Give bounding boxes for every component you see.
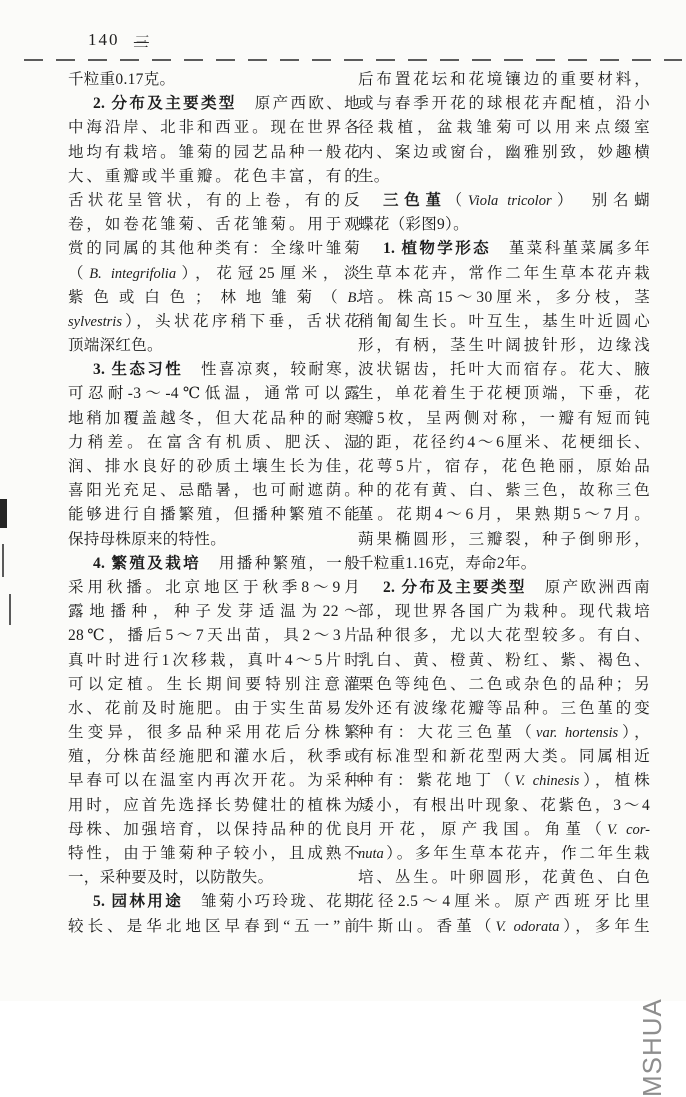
text-line: 外还有波缘花瓣等品种。三色堇的变 [358, 699, 650, 717]
text-line: 3. 生态习性 性喜凉爽，较耐寒， [93, 361, 360, 379]
text-line: 生。 [358, 167, 390, 185]
text-line: 真叶时进行1次移栽，真叶4～5片时 [68, 651, 360, 669]
text-line: 殖，分株苗经施肥和灌水后，秋季或 [68, 748, 360, 766]
text-line: 舌状花呈管状，有的上卷，有的反 [68, 191, 360, 209]
text-line: 用时，应首先选择长势健壮的植株为 [68, 796, 360, 814]
header-dashed-rule [24, 59, 682, 61]
text-line: 可忍耐-3～-4℃低温，通常可以露 [68, 385, 360, 403]
text-column-left [68, 68, 360, 939]
text-column-right [358, 68, 650, 939]
text-line: 中海沿岸、北非和西亚。现在世界各 [68, 119, 360, 137]
text-line: 顶端深红色。 [68, 337, 163, 355]
chapter-mark: 三 [132, 35, 150, 51]
text-line: 月开花，原产我国。角堇（V. cor- [358, 820, 650, 838]
text-line: 早春可以在温室内再次开花。为采种 [68, 772, 360, 790]
text-line: 喜阳光充足、忌酷暑，也可耐遮荫。 [68, 482, 360, 500]
text-line: 花径2.5～4厘米。原产西班牙比里 [358, 893, 650, 911]
text-line: 地稍加覆盖越冬，但大花品种的耐寒 [68, 409, 360, 427]
text-line: 润、排水良好的砂质土壤生长为佳， [68, 458, 360, 475]
text-line: 赏的同属的其他种类有：全缘叶雏菊 [68, 240, 360, 258]
text-line: 保持母株原来的特性。 [68, 530, 227, 548]
text-line: 4. 繁殖及栽培 用播种繁殖，一般 [93, 554, 360, 572]
text-line: 生，单花着生于花梗顶端，下垂，花 [358, 385, 650, 403]
text-line: 堇。花期4～6月，果熟期5～7月。 [358, 506, 650, 524]
text-line: 生草本花卉，常作二年生草本花卉栽 [358, 264, 650, 282]
text-line: 紫色或白色；林地雏菊（B. [68, 288, 360, 306]
text-line: 培。株高15～30厘米，多分枝，茎 [358, 288, 650, 306]
text-line: 5. 园林用途 雏菊小巧玲珑、花期 [93, 893, 360, 911]
text-line: 水、花前及时施肥。由于实生苗易发 [68, 699, 360, 717]
text-line: 品种很多，尤以大花型较多。有白、 [358, 627, 650, 645]
text-line: 卷，如卷花雏菊、舌花雏菊。用于观 [68, 216, 360, 234]
text-line: 母株、加强培育，以保持品种的优良 [68, 820, 360, 838]
text-line: 2. 分布及主要类型 原产西欧、地 [93, 95, 360, 113]
text-line: 蝶花（彩图9）。 [358, 216, 469, 234]
text-line: 或与春季开花的球根花卉配植，沿小 [358, 95, 650, 113]
text-line: 培、丛生。叶卵圆形，花黄色、白色 [358, 869, 650, 887]
text-line: 有标准型和新花型两大类。同属相近 [358, 748, 650, 766]
text-line: 花萼5片，宿存，花色艳丽，原始品 [358, 458, 650, 475]
text-line: 大、重瓣或半重瓣。花色丰富，有的 [68, 167, 360, 185]
text-line: 2. 分布及主要类型 原产欧洲西南 [383, 578, 650, 596]
text-line: 栗色等纯色、二色或杂色的品种；另 [358, 675, 650, 693]
text-line: 后布置花坛和花境镶边的重要材料， [358, 71, 650, 88]
watermark: MSHUA [637, 998, 667, 1097]
text-line: 牛斯山。香堇（V. odorata），多年生 [358, 917, 650, 935]
text-line: 一，采种要及时，以防散失。 [68, 869, 274, 887]
text-line: 特性，由于雏菊种子较小，且成熟不 [68, 845, 360, 862]
text-line: 径栽植，盆栽雏菊可以用来点缀室 [358, 119, 650, 137]
text-line: 千粒重1.16克，寿命2年。 [358, 554, 537, 572]
text-line: 种有：大花三色堇（var. hortensis）， [358, 724, 650, 742]
text-line: 种有：紫花地丁（V. chinesis），植株 [358, 772, 651, 790]
scan-artifact-mark [0, 499, 7, 528]
text-line: 地均有栽培。雏菊的园艺品种一般花 [68, 143, 360, 161]
text-line: 的距，花径约4～6厘米、花梗细长、 [358, 433, 650, 451]
text-line: 力稍差。在富含有机质、肥沃、湿 [68, 433, 360, 451]
text-line: 种的花有黄、白、紫三色，故称三色 [358, 482, 650, 500]
text-line: 1. 植物学形态 堇菜科堇菜属多年 [383, 240, 650, 258]
text-line: 形，有柄，茎生叶阔披针形，边缘浅 [358, 337, 650, 355]
text-line: 千粒重0.17克。 [68, 71, 176, 88]
text-line: 蒴果椭圆形，三瓣裂，种子倒卵形， [358, 530, 650, 548]
text-line: 乳白、黄、橙黄、粉红、紫、褐色、 [358, 651, 650, 669]
text-line: 波状锯齿，托叶大而宿存。花大、腋 [358, 361, 650, 379]
text-line: 能够进行自播繁殖，但播种繁殖不能 [68, 506, 360, 524]
text-line: 稍匍匐生长。叶互生，基生叶近圆心 [358, 312, 650, 330]
text-line: 采用秋播。北京地区于秋季8～9月 [68, 578, 360, 596]
text-line: 露地播种，种子发芽适温为22～ [68, 603, 360, 621]
text-line: 较长、是华北地区早春到“五一”前 [68, 917, 360, 935]
scan-artifact-mark [2, 544, 4, 577]
text-line: 矮小，有根出叶现象、花紫色，3～4 [358, 796, 650, 814]
text-line: 部，现世界各国广为栽种。现代栽培 [358, 603, 650, 621]
page-number: 140 [88, 30, 120, 49]
text-line: sylvestris），头状花序稍下垂，舌状花 [68, 312, 360, 330]
scan-artifact-mark [9, 594, 11, 625]
text-line: nuta）。多年生草本花卉，作二年生栽 [358, 845, 650, 862]
text-line: 生变异，很多品种采用花后分株繁 [68, 724, 360, 742]
text-line: 瓣5枚，呈两侧对称，一瓣有短而钝 [358, 409, 650, 427]
text-line: 28℃，播后5～7天出苗，具2～3片 [68, 627, 360, 645]
text-line: 内、案边或窗台，幽雅别致，妙趣横 [358, 143, 650, 161]
text-line: 可以定植。生长期间要特别注意灌 [68, 675, 360, 693]
text-line: （B. integrifolia），花冠25厘米，淡 [68, 264, 360, 282]
text-line: 三色堇（Viola tricolor） 别名蝴 [383, 191, 650, 209]
